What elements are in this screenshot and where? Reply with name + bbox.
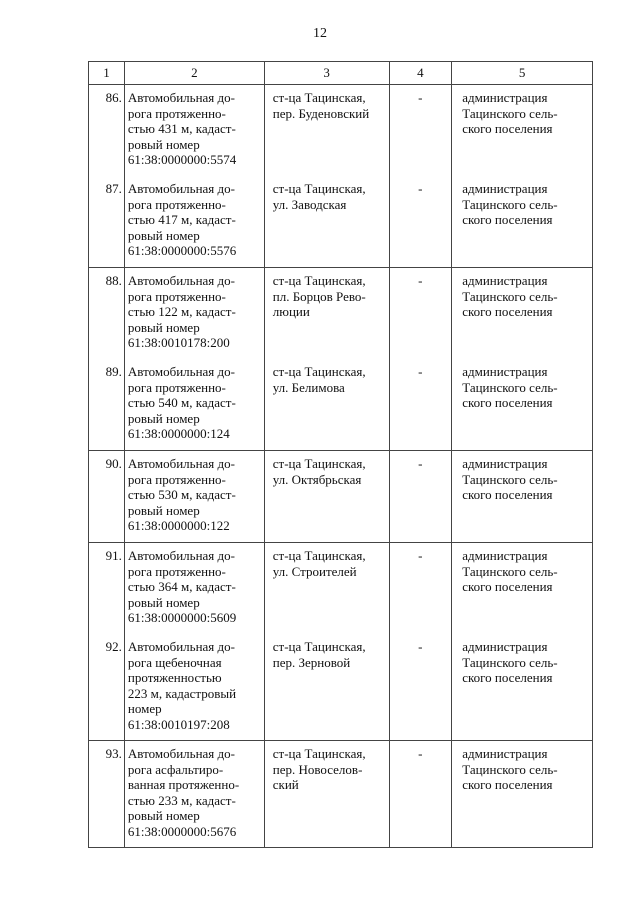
owner-line: Тацинского сель-: [462, 563, 558, 579]
owner-line: Тацинского сель-: [462, 105, 558, 121]
road-address: [264, 451, 389, 543]
road-description-line: 61:38:0000000:5609: [127, 610, 237, 625]
column-4-value: -: [389, 359, 452, 451]
owner-line: Тацинского сель-: [462, 471, 558, 487]
road-description-line: 61:38:0000000:124: [127, 426, 230, 441]
road-description-line: Автомобильная до-: [127, 746, 235, 761]
road-address-line: ст-ца Тацинская,: [272, 639, 366, 654]
road-address: [264, 268, 389, 360]
road-description-line: ровый номер: [127, 136, 200, 152]
road-address-line: люции: [272, 304, 310, 319]
owner-line: администрация: [462, 548, 548, 563]
column-4-value: -: [389, 451, 452, 543]
owner-line: ского поселения: [462, 304, 553, 319]
row-number: 93.: [89, 741, 125, 848]
header-col-2: 2: [124, 62, 264, 85]
road-description-line: ровый номер: [127, 319, 200, 335]
road-address-line: ский: [272, 777, 299, 792]
table-row: [89, 543, 593, 635]
road-description-line: 61:38:0000000:5576: [127, 243, 237, 258]
owner: [452, 359, 593, 451]
table-row: [89, 451, 593, 543]
road-address-line: пер. Буденовский: [272, 105, 370, 121]
road-address-line: пл. Борцов Рево-: [272, 288, 366, 304]
owner-line: администрация: [462, 746, 548, 761]
road-description-line: Автомобильная до-: [127, 364, 235, 379]
table-row: [89, 176, 593, 268]
road-address-line: ст-ца Тацинская,: [272, 456, 366, 471]
road-description: [124, 359, 264, 451]
road-address-line: ул. Заводская: [272, 196, 347, 212]
road-description-line: Автомобильная до-: [127, 548, 235, 563]
road-address: [264, 543, 389, 635]
road-description-line: 223 м, кадастровый: [127, 685, 237, 701]
header-col-4: 4: [389, 62, 452, 85]
owner-line: ского поселения: [462, 212, 553, 227]
road-description-line: ванная протяженно-: [127, 777, 240, 792]
table-row: [89, 634, 593, 741]
row-number: 88.: [89, 268, 125, 360]
road-address-line: ст-ца Тацинская,: [272, 548, 366, 563]
road-address-line: пер. Новоселов-: [272, 761, 363, 777]
table-row: [89, 359, 593, 451]
table-row: [89, 268, 593, 360]
column-4-value: -: [389, 543, 452, 635]
owner: [452, 268, 593, 360]
road-description-line: Автомобильная до-: [127, 90, 235, 105]
owner-line: администрация: [462, 90, 548, 105]
owner-line: ского поселения: [462, 579, 553, 594]
road-description: [124, 634, 264, 741]
header-row: [89, 62, 593, 85]
column-4-value: -: [389, 268, 452, 360]
column-4-value: -: [389, 85, 452, 177]
road-description-line: ровый номер: [127, 410, 200, 426]
owner: [452, 176, 593, 268]
road-description: [124, 85, 264, 177]
road-description-line: стью 540 м, кадаст-: [127, 395, 236, 410]
table-body: [89, 85, 593, 848]
road-description: [124, 741, 264, 848]
road-description-line: ровый номер: [127, 808, 200, 823]
road-description-line: стью 530 м, кадаст-: [127, 487, 236, 502]
row-number: 90.: [89, 451, 125, 543]
road-description-line: рога протяженно-: [127, 288, 226, 304]
road-description-line: рога протяженно-: [127, 379, 226, 395]
road-address-line: ул. Белимова: [272, 379, 345, 395]
road-description-line: стью 417 м, кадаст-: [127, 212, 236, 227]
road-address-line: ул. Строителей: [272, 563, 357, 579]
owner: [452, 741, 593, 848]
row-number: 91.: [89, 543, 125, 635]
road-address: [264, 634, 389, 741]
column-4-value: -: [389, 634, 452, 741]
owner-line: администрация: [462, 181, 548, 196]
registry-table: [88, 61, 593, 848]
road-description-line: ровый номер: [127, 227, 200, 243]
row-number: 89.: [89, 359, 125, 451]
owner: [452, 543, 593, 635]
road-address-line: пер. Зерновой: [272, 654, 351, 670]
owner: [452, 85, 593, 177]
owner-line: ского поселения: [462, 777, 553, 792]
row-number: 87.: [89, 176, 125, 268]
road-description-line: 61:38:0010178:200: [127, 335, 230, 350]
road-description-line: рога протяженно-: [127, 105, 226, 121]
header-col-5: 5: [452, 62, 593, 85]
road-description: [124, 268, 264, 360]
row-number: 92.: [89, 634, 125, 741]
road-description: [124, 176, 264, 268]
road-address: [264, 359, 389, 451]
road-address-line: ст-ца Тацинская,: [272, 90, 366, 105]
column-4-value: -: [389, 741, 452, 848]
road-description-line: рога протяженно-: [127, 563, 226, 579]
road-description-line: стью 364 м, кадаст-: [127, 579, 236, 594]
road-description-line: 61:38:0000000:122: [127, 518, 230, 533]
owner-line: администрация: [462, 273, 548, 288]
road-description-line: 61:38:0000000:5574: [127, 152, 237, 167]
road-description-line: рога щебеночная: [127, 654, 222, 670]
road-description-line: стью 122 м, кадаст-: [127, 304, 236, 319]
road-address-line: ст-ца Тацинская,: [272, 746, 366, 761]
owner-line: Тацинского сель-: [462, 654, 558, 670]
owner: [452, 634, 593, 741]
owner-line: администрация: [462, 639, 548, 654]
column-4-value: -: [389, 176, 452, 268]
road-address: [264, 741, 389, 848]
road-description-line: 61:38:0000000:5676: [127, 823, 237, 839]
road-description-line: Автомобильная до-: [127, 639, 235, 654]
road-description-line: Автомобильная до-: [127, 273, 235, 288]
road-address-line: ст-ца Тацинская,: [272, 364, 366, 379]
header-col-3: 3: [264, 62, 389, 85]
road-address: [264, 85, 389, 177]
road-description-line: 61:38:0010197:208: [127, 716, 230, 732]
owner-line: администрация: [462, 456, 548, 471]
row-number: 86.: [89, 85, 125, 177]
owner-line: Тацинского сель-: [462, 288, 558, 304]
road-description-line: стью 233 м, кадаст-: [127, 792, 236, 808]
road-description: [124, 451, 264, 543]
road-description-line: рога протяженно-: [127, 471, 226, 487]
road-address-line: ст-ца Тацинская,: [272, 181, 366, 196]
road-description-line: номер: [127, 701, 162, 716]
page-number: 12: [313, 26, 327, 41]
road-address-line: ул. Октябрьская: [272, 471, 362, 487]
owner-line: Тацинского сель-: [462, 761, 558, 777]
owner-line: ского поселения: [462, 395, 553, 410]
owner-line: ского поселения: [462, 121, 553, 136]
table-row: [89, 85, 593, 177]
owner-line: администрация: [462, 364, 548, 379]
road-description-line: ровый номер: [127, 502, 200, 518]
owner: [452, 451, 593, 543]
owner-line: ского поселения: [462, 487, 553, 502]
header-col-1: 1: [89, 62, 125, 85]
road-description-line: протяженностью: [127, 670, 222, 685]
road-description: [124, 543, 264, 635]
road-description-line: рога протяженно-: [127, 196, 226, 212]
owner-line: ского поселения: [462, 670, 553, 685]
road-address-line: ст-ца Тацинская,: [272, 273, 366, 288]
owner-line: Тацинского сель-: [462, 196, 558, 212]
road-description-line: Автомобильная до-: [127, 456, 235, 471]
road-description-line: ровый номер: [127, 594, 200, 610]
road-description-line: стью 431 м, кадаст-: [127, 121, 236, 136]
table-row: [89, 741, 593, 848]
road-description-line: Автомобильная до-: [127, 181, 235, 196]
road-address: [264, 176, 389, 268]
road-description-line: рога асфальтиро-: [127, 761, 224, 777]
owner-line: Тацинского сель-: [462, 379, 558, 395]
